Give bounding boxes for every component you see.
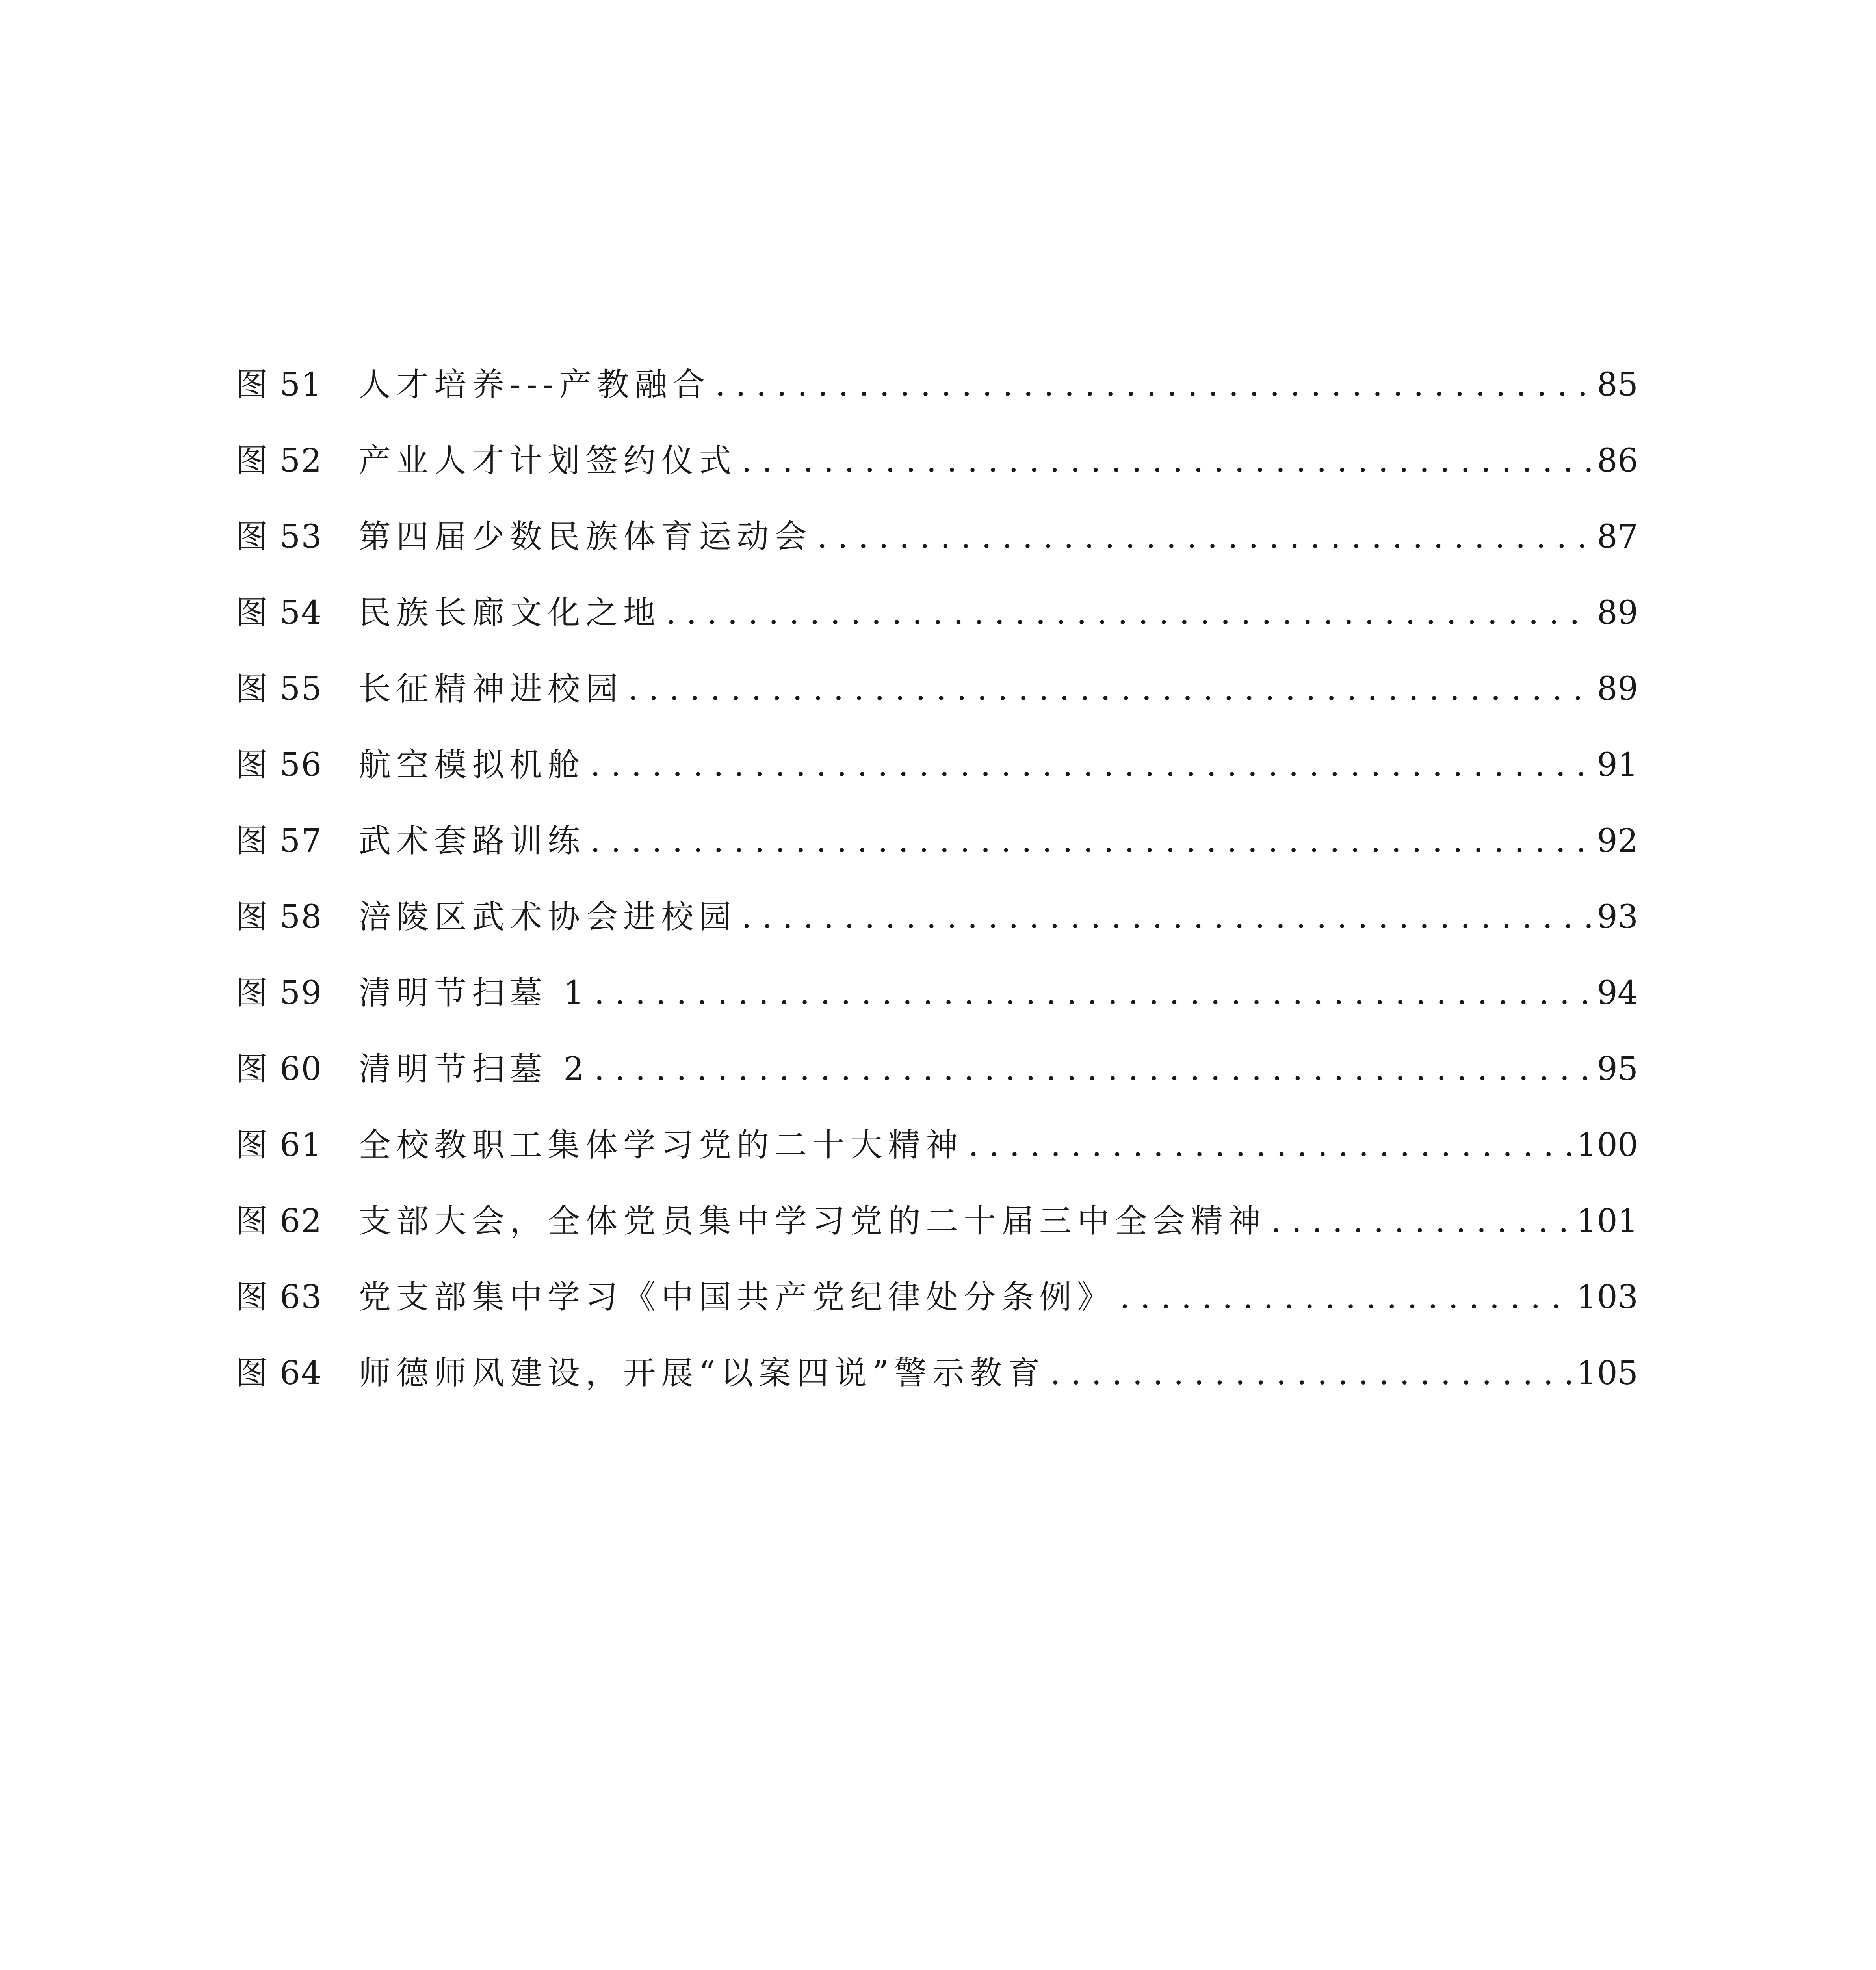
toc-entry[interactable]: [236, 1107, 1638, 1183]
figure-title: 民族长廊文化之地: [358, 594, 661, 632]
dot-leader: [590, 803, 1592, 879]
page-number: 105: [1576, 1355, 1638, 1392]
dot-leader: [1050, 1335, 1572, 1411]
figure-number: 图 51: [236, 366, 323, 403]
dot-leader: [666, 575, 1592, 651]
figure-title: 清明节扫墓 2: [358, 1050, 590, 1088]
page-number: 91: [1597, 746, 1638, 784]
page-number: 94: [1597, 974, 1638, 1012]
toc-entry[interactable]: [236, 803, 1638, 879]
figure-list: [236, 347, 1638, 1411]
figure-title: 清明节扫墓 1: [358, 974, 590, 1012]
dot-leader: [594, 955, 1592, 1031]
figure-number: 图 63: [236, 1279, 323, 1316]
toc-entry[interactable]: [236, 499, 1638, 575]
figure-title: 第四届少数民族体育运动会: [358, 518, 813, 556]
page-number: 89: [1597, 670, 1638, 708]
figure-title: 涪陵区武术协会进校园: [358, 898, 737, 936]
toc-entry[interactable]: [236, 1259, 1638, 1335]
figure-number: 图 56: [236, 746, 323, 784]
dot-leader: [817, 499, 1592, 575]
page-number: 93: [1597, 898, 1638, 936]
dot-leader: [741, 423, 1592, 499]
page-number: 101: [1576, 1202, 1638, 1240]
figure-number: 图 64: [236, 1355, 323, 1392]
figure-title: 党支部集中学习《中国共产党纪律处分条例》: [358, 1279, 1115, 1316]
figure-title: 武术套路训练: [358, 822, 586, 860]
figure-number: 图 55: [236, 670, 323, 708]
figure-title: 产业人才计划签约仪式: [358, 442, 737, 479]
figure-title: 全校教职工集体学习党的二十大精神: [358, 1126, 964, 1164]
page-number: 95: [1597, 1050, 1638, 1088]
page-number: 86: [1597, 442, 1638, 479]
figure-number: 图 60: [236, 1050, 323, 1088]
dot-leader: [1271, 1183, 1571, 1259]
dot-leader: [628, 651, 1592, 727]
dot-leader: [594, 1031, 1592, 1107]
page-number: 87: [1597, 518, 1638, 556]
figure-number: 图 57: [236, 822, 323, 860]
page-number: 100: [1576, 1126, 1638, 1164]
figure-number: 图 59: [236, 974, 323, 1012]
figure-number: 图 61: [236, 1126, 323, 1164]
toc-entry[interactable]: [236, 423, 1638, 499]
figure-title: 航空模拟机舱: [358, 746, 586, 784]
toc-entry[interactable]: [236, 575, 1638, 651]
toc-entry[interactable]: [236, 347, 1638, 423]
page-number: 103: [1576, 1279, 1638, 1316]
toc-entry[interactable]: [236, 727, 1638, 803]
figure-title: 师德师风建设，开展“以案四说”警示教育: [358, 1355, 1046, 1392]
figure-number: 图 53: [236, 518, 323, 556]
toc-entry[interactable]: [236, 955, 1638, 1031]
toc-entry[interactable]: [236, 1335, 1638, 1411]
page-number: 89: [1597, 594, 1638, 632]
page-number: 85: [1597, 366, 1638, 403]
toc-entry[interactable]: [236, 879, 1638, 955]
figure-number: 图 62: [236, 1202, 323, 1240]
figure-title: 支部大会，全体党员集中学习党的二十届三中全会精神: [358, 1202, 1267, 1240]
figure-number: 图 54: [236, 594, 323, 632]
toc-entry[interactable]: [236, 1031, 1638, 1107]
toc-entry[interactable]: [236, 651, 1638, 727]
dot-leader: [715, 347, 1592, 423]
figure-title: 长征精神进校园: [358, 670, 624, 708]
figure-title: 人才培养---产教融合: [358, 366, 711, 403]
figure-number: 图 52: [236, 442, 323, 479]
dot-leader: [1120, 1259, 1571, 1335]
dot-leader: [741, 879, 1592, 955]
page-number: 92: [1597, 822, 1638, 860]
dot-leader: [590, 727, 1592, 803]
figure-number: 图 58: [236, 898, 323, 936]
dot-leader: [968, 1107, 1571, 1183]
toc-entry[interactable]: [236, 1183, 1638, 1259]
